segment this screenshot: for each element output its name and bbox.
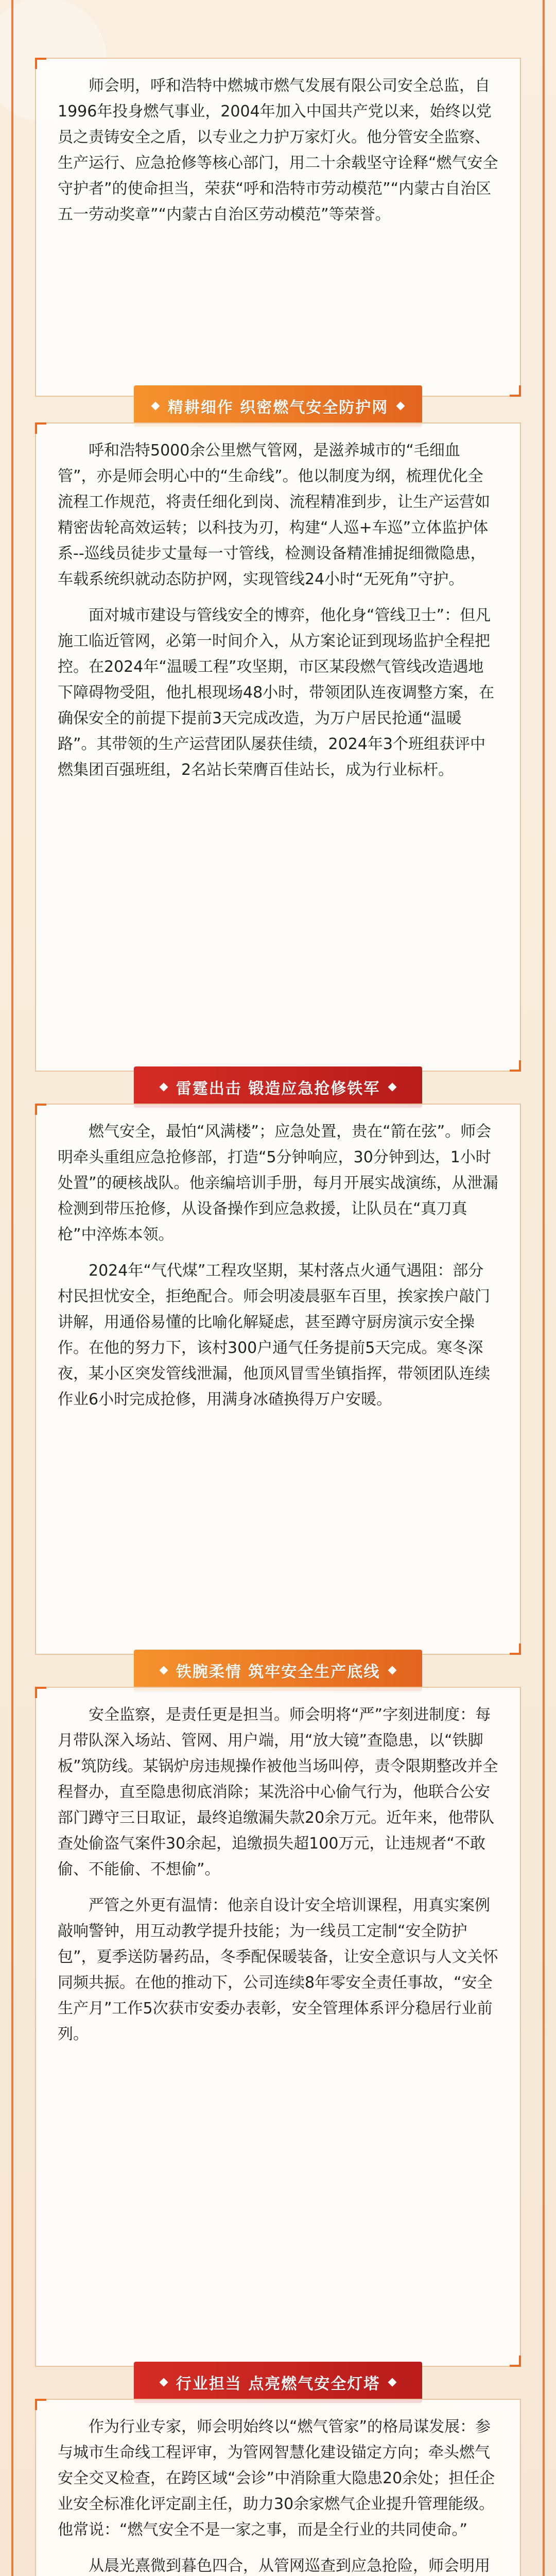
section-paragraph: 从晨光熹微到暮色四合，从管网巡查到应急抢险，师会明用: [89, 2557, 490, 2575]
intro-paragraph: 师会明，呼和浩特中燃城市燃气发展有限公司安全总监，自1996年投身燃气事业，2004年加入中国共产党以来，始终以党员之责铸安全之盾，以专业之力护万家灯火。他分管安全监察、生产运行、应急抢修等核心部门，用二十余载坚守诠释“燃气安全守护者”的使命担当，荣获“呼和浩特市劳动模范”“内蒙古自治区五一劳动奖章”“内蒙古自治区劳动模范”等荣誉。: [58, 77, 498, 224]
diamond-icon: [151, 402, 160, 411]
section-paragraph: 面对城市建设与管线安全的博弈，他化身“管线卫士”：但凡施工临近管网，必第一时间介入，从方案论证到现场监护全程把控。在2024年“温暖工程”攻坚期，市区某段燃气管线改造遇地下障碍物受阻，他扎根现场48小时，带领团队连夜调整方案，在确保安全的前提下提前3天完成改造，为万户居民抢通“温暖路”。其带领的生产运营团队屡获佳绩，2024年3个班组获评中燃集团百强班组，2名站长荣膺百佳站长，成为行业标杆。: [58, 606, 495, 779]
diamond-icon: [159, 1083, 168, 1092]
section-banner-industry-lighthouse: [134, 2362, 422, 2403]
diamond-icon: [388, 2378, 397, 2387]
section-paragraph: 呼和浩特5000余公里燃气管网，是滋养城市的“毛细血管”，亦是师会明心中的“生命线”。他以制度为纲，梳理优化全流程工作规范，将责任细化到岗、流程精准到步，让生产运营如精密齿轮高效运转；以科技为刃，构建“人巡+车巡”立体监护体系--巡线员徒步丈量每一寸管线，检测设备精准捕捉细微隐患，车载系统织就动态防护网，实现管线24小时“无死角”守护。: [58, 442, 490, 588]
banner-title: 行业担当 点亮燃气安全灯塔: [176, 2375, 380, 2393]
section-paragraph: 燃气安全，最怕“风满楼”；应急处置，贵在“箭在弦”。师会明牵头重组应急抢修部，打造“5分钟响应，30分钟到达，1小时处置”的硬核战队。他亲编培训手册，每月开展实战演练，从泄漏检测到带压抢修，从设备操作到应急救援，让队员在“真刀真枪”中淬炼本领。: [58, 1123, 498, 1244]
protection-network-section: [35, 422, 521, 1072]
diamond-icon: [388, 1666, 397, 1675]
section-banner-emergency-repair: [134, 1066, 422, 1108]
emergency-repair-section: [35, 1104, 521, 1655]
diamond-icon: [159, 1666, 168, 1675]
intro-section: [35, 58, 521, 397]
diamond-icon: [159, 2378, 168, 2387]
left-decorative-rule: [11, 0, 13, 2576]
banner-title: 铁腕柔情 筑牢安全生产底线: [176, 1663, 380, 1681]
diamond-icon: [388, 1083, 397, 1092]
section-paragraph: 严管之外更有温情：他亲自设计安全培训课程，用真实案例敲响警钟，用互动教学提升技能；为一线员工定制“安全防护包”，夏季送防暑药品，冬季配保暖装备，让安全意识与人文关怀同频共振。在他的推动下，公司连续8年零安全责任事故，“安全生产月”工作5次获市安委办表彰，安全管理体系评分稳居行业前列。: [58, 1896, 498, 2043]
right-decorative-rule: [543, 0, 545, 2576]
section-banner-protection-network: [134, 385, 422, 427]
section-banner-safety-baseline: [134, 1650, 422, 1691]
banner-title: 精耕细作 织密燃气安全防护网: [167, 399, 389, 417]
banner-title: 雷霆出击 锻造应急抢修铁军: [176, 1080, 380, 1098]
industry-lighthouse-section: [35, 2399, 521, 2576]
section-paragraph: 安全监察，是责任更是担当。师会明将“严”字刻进制度：每月带队深入场站、管网、用户端，用“放大镜”查隐患，以“铁脚板”筑防线。某锅炉房违规操作被他当场叫停，责令限期整改并全程督办，直至隐患彻底消除；某洗浴中心偷气行为，他联合公安部门蹲守三日取证，最终追缴漏失款20余万元。近年来，他带队查处偷盗气案件30余起，追缴损失超100万元，让违规者“不敢偷、不能偷、不想偷”。: [58, 1706, 498, 1878]
diamond-icon: [396, 402, 405, 411]
section-paragraph: 2024年“气代煤”工程攻坚期，某村落点火通气遇阻：部分村民担忧安全，拒绝配合。师会明凌晨驱车百里，挨家挨户敲门讲解，用通俗易懂的比喻化解疑虑，甚至蹲守厨房演示安全操作。在他的努力下，该村300户通气任务提前5天完成。寒冬深夜，某小区突发管线泄漏，他顶风冒雪坐镇指挥，带领团队连续作业6小时完成抢修，用满身冰碴换得万户安暖。: [58, 1262, 490, 1409]
section-paragraph: 作为行业专家，师会明始终以“燃气管家”的格局谋发展：参与城市生命线工程评审，为管网智慧化建设锚定方向；牵头燃气安全交叉检查，在跨区域“会诊”中消除重大隐患20余处；担任企业安全标准化评定副主任，助力30余家燃气企业提升管理能级。他常说：“燃气安全不是一家之事，而是全行业的共同使命。”: [58, 2418, 495, 2539]
safety-baseline-section: [35, 1687, 521, 2367]
